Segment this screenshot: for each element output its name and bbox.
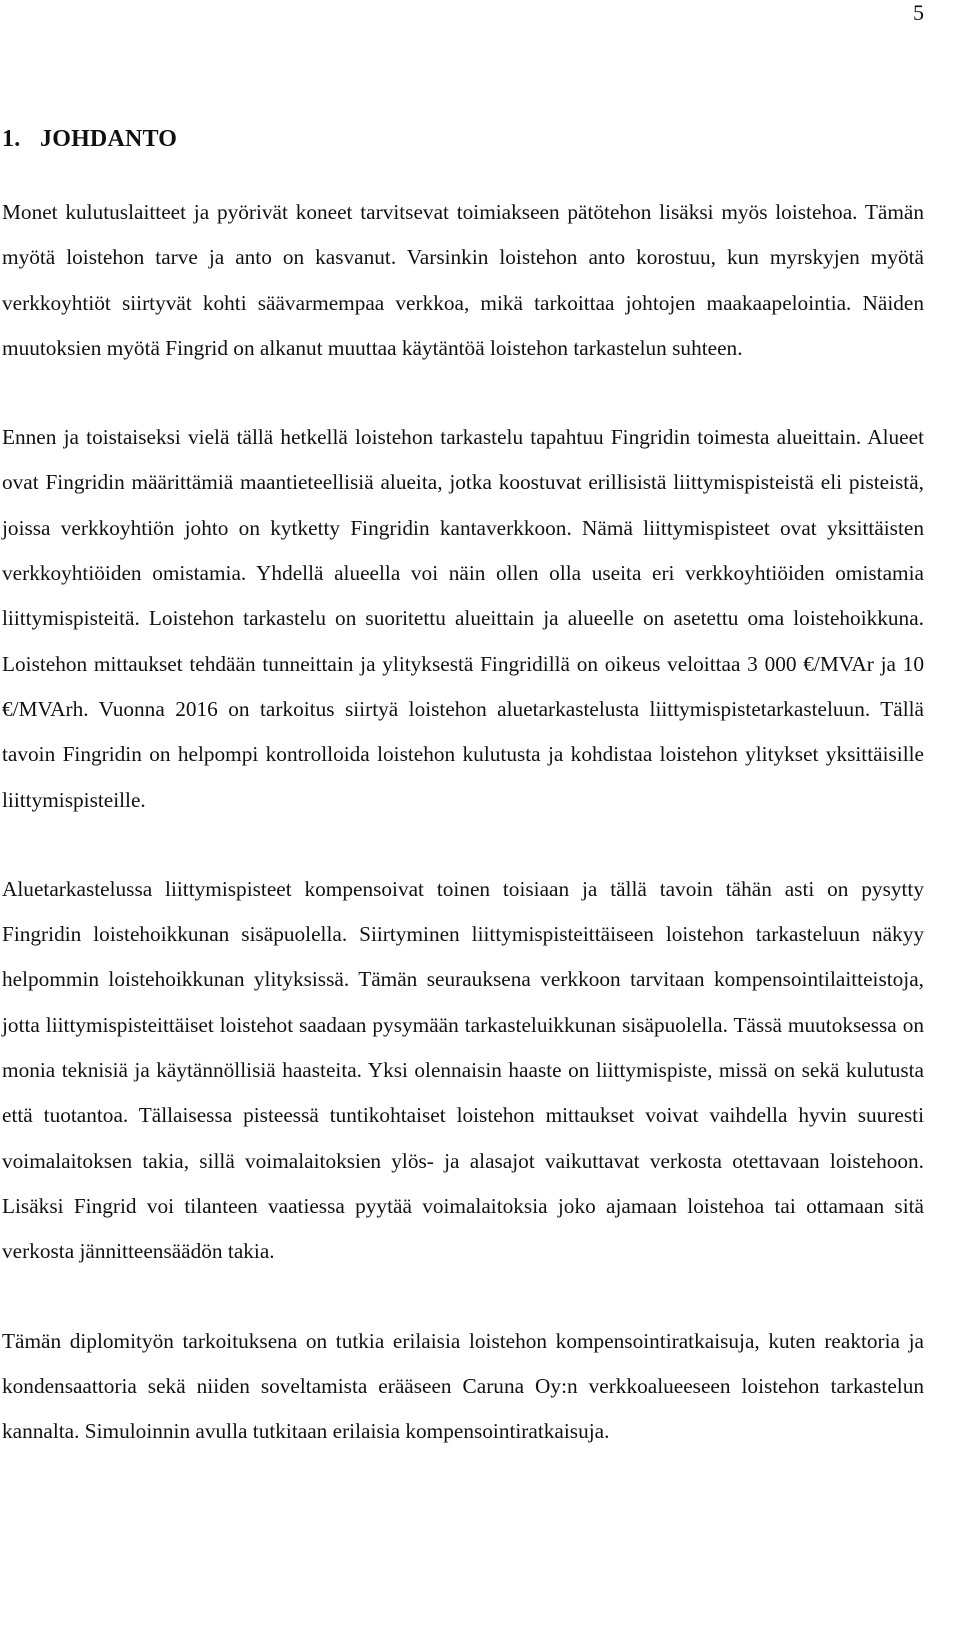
- paragraph-2: Ennen ja toistaiseksi vielä tällä hetkellä loistehon tarkastelu tapahtuu Fingridin toimesta alueittain. Alueet ovat Fingridin määrittämiä maantieteellisiä alueita, jotka koostuvat erillisistä liittymispisteistä eli pisteistä, joissa verkkoyhtiön johto on kytketty Fingridin kantaverkkoon. Nämä liittymispisteet ovat yksittäisten verkkoyhtiöiden omistamia. Yhdellä alueella voi näin ollen olla useita eri verkkoyhtiöiden omistamia liittymispisteitä. Loistehon tarkastelu on suoritettu alueittain ja alueelle on asetettu oma loistehoikkuna. Loistehon mittaukset tehdään tunneittain ja ylityksestä Fingridillä on oikeus veloittaa 3 000 €/MVAr ja 10 €/MVArh. Vuonna 2016 on tarkoitus siirtyä loistehon aluetarkastelusta liittymispistetarkasteluun. Tällä tavoin Fingridin on helpompi kontrolloida loistehon kulutusta ja kohdistaa loistehon ylitykset yksittäisille liittymispisteille.: [2, 425, 924, 812]
- paragraph-3: Aluetarkastelussa liittymispisteet kompensoivat toinen toisiaan ja tällä tavoin tähän asti on pysytty Fingridin loistehoikkunan sisäpuolella. Siirtyminen liittymispisteittäiseen loistehon tarkasteluun näkyy helpommin loistehoikkunan ylityksissä. Tämän seurauksena verkkoon tarvitaan kompensointilaitteistoja, jotta liittymispisteittäiset loistehot saadaan pysymään tarkasteluikkunan sisäpuolella. Tässä muutoksessa on monia teknisiä ja käytännöllisiä haasteita. Yksi olennaisin haaste on liittymispiste, missä on sekä kulutusta että tuotantoa. Tällaisessa pisteessä tuntikohtaiset loistehon mittaukset voivat vaihdella hyvin suuresti voimalaitoksen takia, sillä voimalaitoksien ylös- ja alasajot vaikuttavat verkosta otettavaan loistehoon. Lisäksi Fingrid voi tilanteen vaatiessa pyytää voimalaitoksia joko ajamaan loistehoa tai ottamaan sitä verkosta jännitteensäädön takia.: [2, 876, 924, 1264]
- page-number: 5: [913, 0, 924, 25]
- body-text: [2, 190, 924, 1498]
- chapter-number: 1.: [2, 126, 21, 152]
- chapter-heading: [2, 124, 177, 154]
- paragraph-4: Tämän diplomityön tarkoituksena on tutkia erilaisia loistehon kompensointiratkaisuja, kuten reaktoria ja kondensaattoria sekä niiden soveltamista erääseen Caruna Oy:n verkkoalueeseen loistehon tarkastelun kannalta. Simuloinnin avulla tutkitaan erilaisia kompensointiratkaisuja.: [2, 1328, 924, 1444]
- paragraph-1: Monet kulutuslaitteet ja pyörivät koneet tarvitsevat toimiakseen pätötehon lisäksi myös loistehoa. Tämän myötä loistehon tarve ja anto on kasvanut. Varsinkin loistehon anto korostuu, kun myrskyjen myötä verkkoyhtiöt siirtyvät kohti säävarmempaa verkkoa, mikä tarkoittaa johtojen maakaapelointia. Näiden muutoksien myötä Fingrid on alkanut muuttaa käytäntöä loistehon tarkastelun suhteen.: [2, 200, 924, 360]
- chapter-title: JOHDANTO: [40, 126, 178, 152]
